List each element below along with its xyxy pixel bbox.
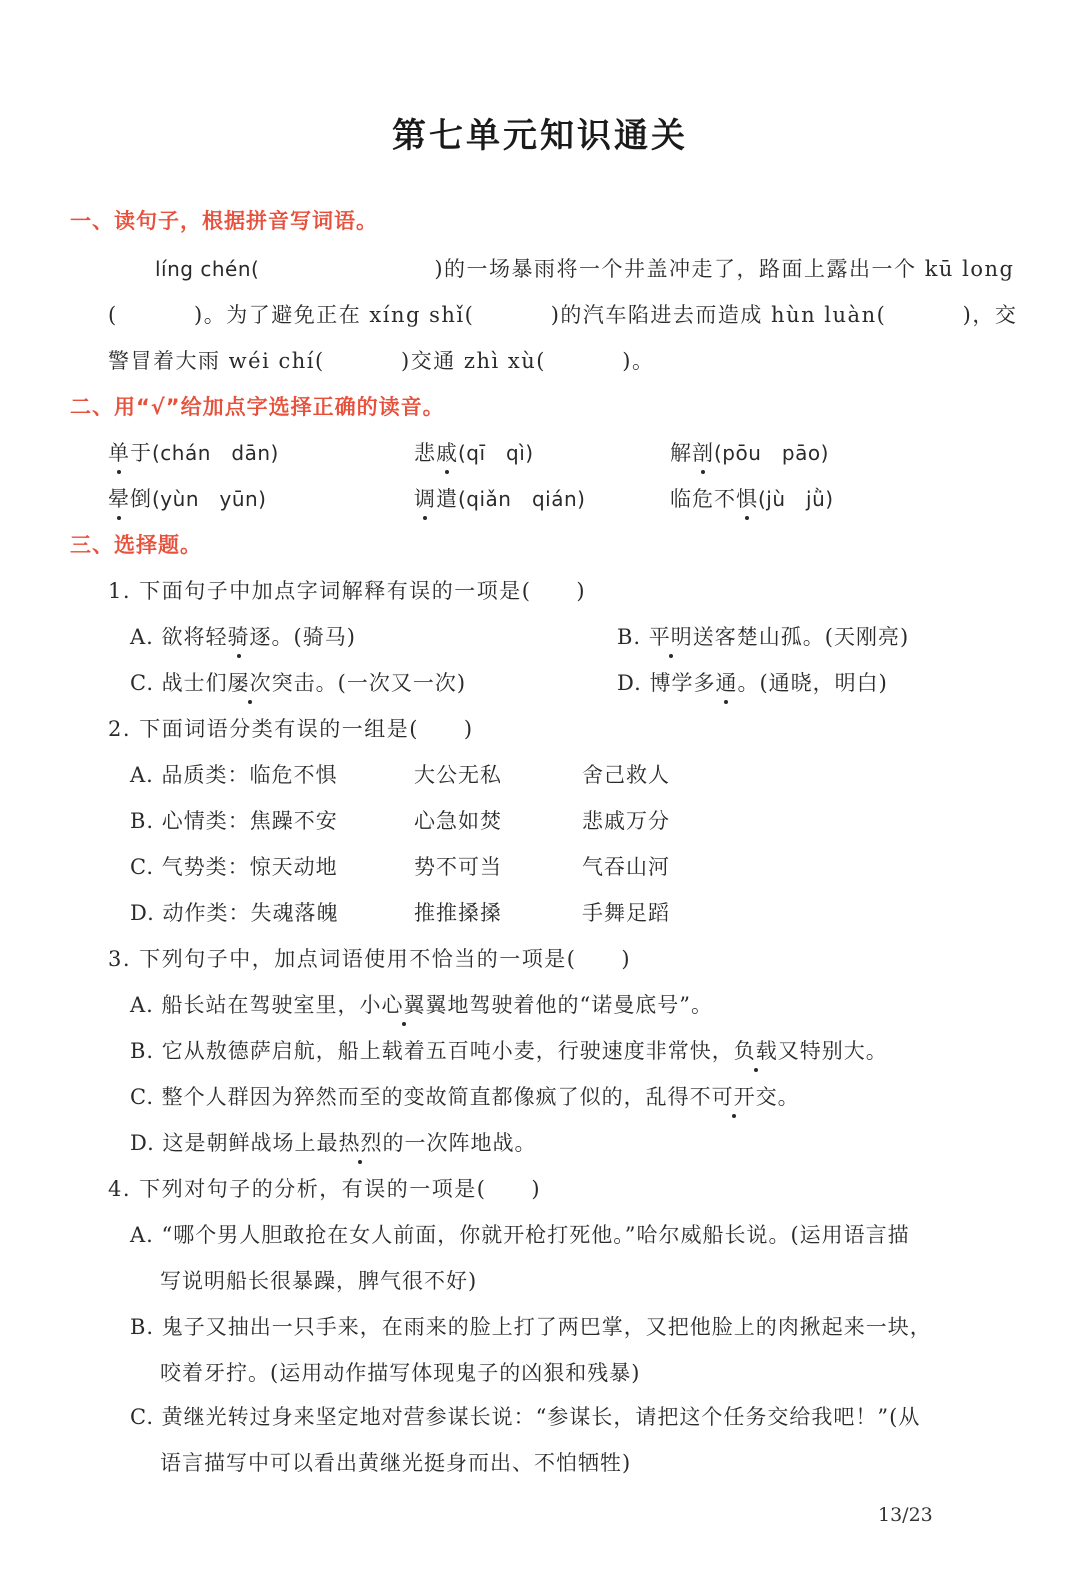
q2-option-d[interactable]: D. 动作类：失魂落魄 bbox=[130, 901, 339, 925]
s1-text-2c: )的汽车陷进去而造成 hùn luàn( bbox=[542, 303, 895, 327]
q3-option-b[interactable]: B. 它从敖德萨启航，船上载着五百吨小麦，行驶速度非常快，负载又特别大。 bbox=[130, 1035, 888, 1065]
q1-option-d[interactable]: D. 博学多通。(通晓，明白) bbox=[617, 667, 888, 697]
q4-stem: 4. 下列对句子的分析，有误的一项是( ) bbox=[108, 1177, 542, 1201]
s1-line-3 bbox=[108, 345, 654, 375]
section-3-heading: 三、选择题。 bbox=[70, 533, 202, 557]
q2-word: 势不可当 bbox=[414, 855, 502, 879]
s1-text-3a: 警冒着大雨 wéi chí( bbox=[108, 349, 333, 373]
s1-text-2d: )，交 bbox=[954, 303, 1018, 327]
q4-option-a-cont: 写说明船长很暴躁，脾气很不好) bbox=[160, 1269, 478, 1293]
s2-item[interactable]: 单于(chán dān) bbox=[108, 437, 279, 467]
q4-option-b-cont: 咬着牙拧。(运用动作描写体现鬼子的凶狠和残暴) bbox=[160, 1361, 641, 1385]
s1-text-3c: )。 bbox=[614, 349, 655, 373]
q1-option-b[interactable]: B. 平明送客楚山孤。(天刚亮) bbox=[617, 621, 909, 651]
s1-text-1: )的一场暴雨将一个井盖冲走了，路面上露出一个 kū long bbox=[426, 257, 1015, 281]
s2-item[interactable]: 解剖(pōu pāo) bbox=[670, 437, 829, 467]
q1-option-c[interactable]: C. 战士们屡次突击。(一次又一次) bbox=[130, 667, 466, 697]
q2-word: 手舞足蹈 bbox=[582, 901, 670, 925]
q3-stem: 3. 下列句子中，加点词语使用不恰当的一项是( ) bbox=[108, 947, 632, 971]
page-number: 13/23 bbox=[878, 1504, 933, 1526]
q2-word: 推推搡搡 bbox=[414, 901, 502, 925]
q2-option-a[interactable]: A. 品质类：临危不惧 bbox=[130, 763, 338, 787]
s1-line-1 bbox=[155, 253, 1014, 283]
q3-option-c[interactable]: C. 整个人群因为猝然而至的变故简直都像疯了似的，乱得不可开交。 bbox=[130, 1081, 800, 1111]
q2-word: 心急如焚 bbox=[414, 809, 502, 833]
s2-item[interactable]: 调遣(qiǎn qián) bbox=[414, 483, 585, 513]
q2-word: 大公无私 bbox=[414, 763, 502, 787]
q3-option-a[interactable]: A. 船长站在驾驶室里，小心翼翼地驾驶着他的“诺曼底号”。 bbox=[130, 989, 713, 1019]
q3-option-d[interactable]: D. 这是朝鲜战场上最热烈的一次阵地战。 bbox=[130, 1127, 536, 1157]
q2-word: 悲戚万分 bbox=[582, 809, 670, 833]
q4-option-c-cont: 语言描写中可以看出黄继光挺身而出、不怕牺牲) bbox=[160, 1451, 632, 1475]
q1-option-a[interactable]: A. 欲将轻骑逐。(骑马) bbox=[130, 621, 356, 651]
s1-pinyin-1: líng chén( bbox=[155, 257, 267, 281]
s2-item[interactable]: 悲戚(qī qì) bbox=[414, 437, 534, 467]
page-title: 第七单元知识通关 bbox=[392, 116, 688, 156]
q2-option-c[interactable]: C. 气势类：惊天动地 bbox=[130, 855, 338, 879]
q2-stem: 2. 下面词语分类有误的一组是( ) bbox=[108, 717, 474, 741]
q2-word: 气吞山河 bbox=[582, 855, 670, 879]
q4-option-b[interactable]: B. 鬼子又抽出一只手来，在雨来的脸上打了两巴掌，又把他脸上的肉揪起来一块， bbox=[130, 1315, 932, 1339]
q1-stem: 1. 下面句子中加点字词解释有误的一项是( ) bbox=[108, 579, 587, 603]
q2-option-b[interactable]: B. 心情类：焦躁不安 bbox=[130, 809, 338, 833]
section-2-heading: 二、用“√”给加点字选择正确的读音。 bbox=[70, 395, 445, 419]
s2-item[interactable]: 临危不惧(jù jǜ) bbox=[670, 483, 834, 513]
section-1-heading: 一、读句子，根据拼音写词语。 bbox=[70, 209, 378, 233]
q2-word: 舍己救人 bbox=[582, 763, 670, 787]
s2-item[interactable]: 晕倒(yùn yūn) bbox=[108, 483, 266, 513]
s1-text-2b: )。为了避免正在 xíng shǐ( bbox=[185, 303, 483, 327]
s1-text-3b: )交通 zhì xù( bbox=[392, 349, 555, 373]
s1-line-2 bbox=[108, 299, 1017, 329]
s1-text-2a: ( bbox=[108, 303, 126, 327]
q4-option-c[interactable]: C. 黄继光转过身来坚定地对营参谋长说：“参谋长，请把这个任务交给我吧！”(从 bbox=[130, 1405, 921, 1429]
q4-option-a[interactable]: A. “哪个男人胆敢抢在女人前面，你就开枪打死他。”哈尔威船长说。(运用语言描 bbox=[130, 1223, 910, 1247]
